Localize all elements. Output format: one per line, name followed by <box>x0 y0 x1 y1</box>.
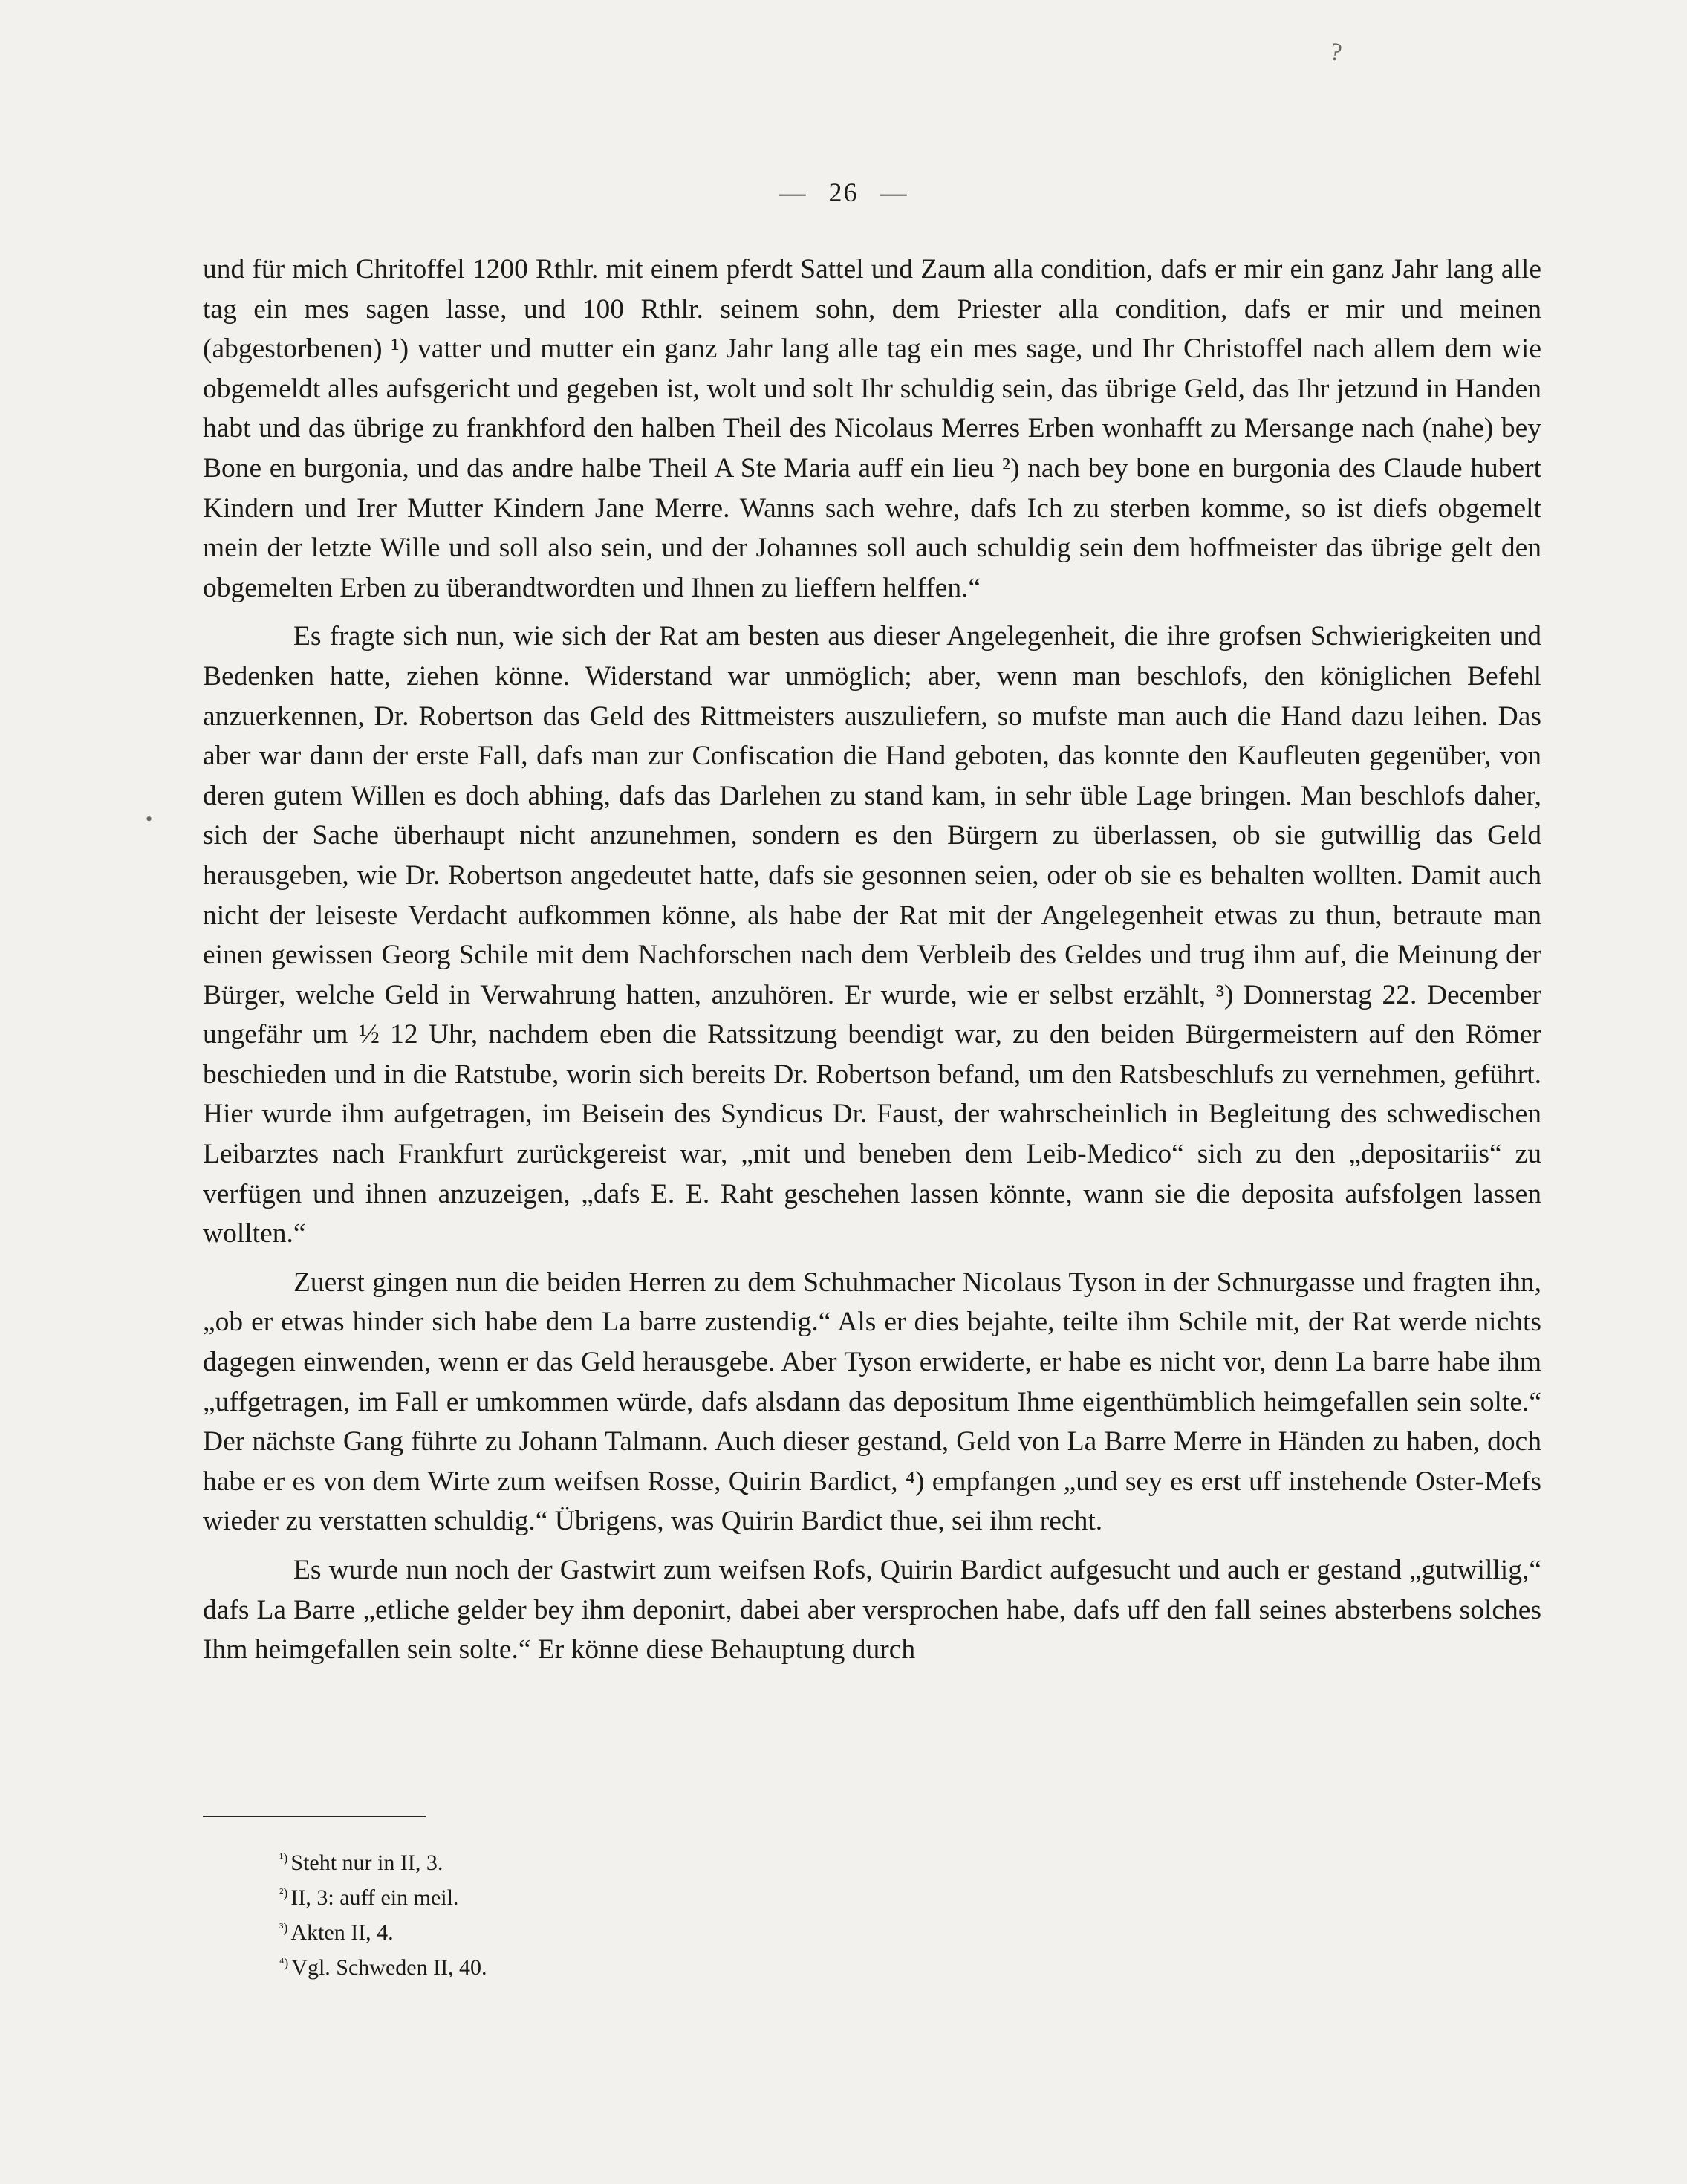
footnote-mark: ¹) <box>279 1850 288 1865</box>
footnote-2 <box>279 1878 487 1913</box>
footnote-1 <box>279 1843 487 1878</box>
footnote-text: Vgl. Schweden II, 40. <box>291 1955 487 1980</box>
paragraph-2: Es fragte sich nun, wie sich der Rat am besten aus dieser Angelegenheit, die ihre grofsen Schwierigkeiten und Bedenken hatte, ziehen könne. Widerstand war unmöglich; aber, wenn man beschlofs, den königlichen Befehl anzuerkennen, Dr. Robertson das Geld des Rittmeisters auszuliefern, so mufste man auch die Hand dazu leihen. Das aber war dann der erste Fall, dafs man zur Confiscation die Hand geboten, das konnte den Kaufleuten gegenüber, von deren gutem Willen es doch abhing, dafs das Darlehen zu stand kam, in sehr üble Lage bringen. Man beschlofs daher, sich der Sache überhaupt nicht anzunehmen, sondern es den Bürgern zu überlassen, ob sie gutwillig das Geld herausgeben, wie Dr. Robertson angedeutet hatte, dafs sie gesonnen seien, oder ob sie es behalten wollten. Damit auch nicht der leiseste Verdacht aufkommen könne, als habe der Rat mit der Angelegenheit etwas zu thun, betraute man einen gewissen Georg Schile mit dem Nachforschen nach dem Verbleib des Geldes und trug ihm auf, die Meinung der Bürger, welche Geld in Verwahrung hatten, anzuhören. Er wurde, wie er selbst erzählt, ³) Donnerstag 22. December ungefähr um ½ 12 Uhr, nachdem eben die Ratssitzung beendigt war, zu den beiden Bürgermeistern auf den Römer beschieden und in die Ratstube, worin sich bereits Dr. Robertson befand, um den Ratsbeschlufs zu vernehmen, geführt. Hier wurde ihm aufgetragen, im Beisein des Syndicus Dr. Faust, der wahrscheinlich in Begleitung des schwedischen Leibarztes nach Frankfurt zurückgereist war, „mit und beneben dem Leib-Medico“ sich zu den „depositariis“ zu verfügen und ihnen anzuzeigen, „dafs E. E. Raht geschehen lassen könnte, wann sie die deposita aufsfolgen lassen wollten.“ <box>203 621 1541 1249</box>
header-dash-right: — <box>880 178 908 207</box>
page-number: 26 <box>828 178 859 207</box>
page-header <box>0 177 1687 208</box>
margin-bullet-mark: • <box>146 808 153 830</box>
footnote-mark: ²) <box>279 1885 288 1900</box>
footnote-text: Steht nur in II, 3. <box>290 1850 443 1875</box>
footnote-mark: ⁴) <box>279 1955 289 1970</box>
paragraph-3: Zuerst gingen nun die beiden Herren zu dem Schuhmacher Nicolaus Tyson in der Schnurgasse und fragten ihn, „ob er etwas hinder sich habe dem La barre zustendig.“ Als er dies bejahte, teilte ihm Schile mit, der Rat werde nichts dagegen einwenden, wenn er das Geld herausgebe. Aber Tyson erwiderte, er habe es nicht vor, denn La barre habe ihm „uffgetragen, im Fall er umkommen würde, dafs alsdann das depositum Ihme eigenthümblich heimgefallen sein solte.“ Der nächste Gang führte zu Johann Talmann. Auch dieser gestand, Geld von La Barre Merre in Händen zu haben, doch habe er es von dem Wirte zum weifsen Rosse, Quirin Bardict, ⁴) empfangen „und sey es erst uff instehende Oster-Mefs wieder zu verstatten schuldig.“ Übrigens, was Quirin Bardict thue, sei ihm recht. <box>203 1267 1541 1537</box>
footnote-mark: ³) <box>279 1920 288 1935</box>
margin-pencil-mark: ? <box>1328 38 1344 67</box>
footnote-4 <box>279 1948 487 1983</box>
paragraph-4: Es wurde nun noch der Gastwirt zum weifsen Rofs, Quirin Bardict aufgesucht und auch er gestand „gutwillig,“ dafs La Barre „etliche gelder bey ihm deponirt, dabei aber versprochen habe, dafs uff den fall seines absterbens solches Ihm heimgefallen sein solte.“ Er könne diese Behauptung durch <box>203 1555 1541 1665</box>
footnote-divider <box>203 1816 426 1817</box>
footnotes <box>279 1843 487 1983</box>
paragraph-1: und für mich Chritoffel 1200 Rthlr. mit einem pferdt Sattel und Zaum alla condition, dafs er mir ein ganz Jahr lang alle tag ein mes sagen lasse, und 100 Rthlr. seinem sohn, dem Priester alla condition, dafs er mir und meinen (abgestorbenen) ¹) vatter und mutter ein ganz Jahr lang alle tag ein mes sage, und Ihr Christoffel nach allem dem wie obgemeldt alles aufsgericht und gegeben ist, wolt und solt Ihr schuldig sein, das übrige Geld, das Ihr jetzund in Handen habt und das übrige zu frankhford den halben Theil des Nicolaus Merres Erben wonhafft zu Mersange nach (nahe) bey Bone en burgonia, und das andre halbe Theil A Ste Maria auff ein lieu ²) nach bey bone en burgonia des Claude hubert Kindern und Irer Mutter Kindern Jane Merre. Wanns sach wehre, dafs Ich zu sterben komme, so ist diefs obgemelt mein der letzte Wille und soll also sein, und der Johannes soll auch schuldig sein dem hoffmeister das übrige gelt den obgemelten Erben zu überandtwordten und Ihnen zu lieffern helffen.“ <box>203 254 1541 603</box>
header-dash-left: — <box>779 178 807 207</box>
footnote-3 <box>279 1913 487 1948</box>
body-text <box>203 250 1541 1670</box>
footnote-text: II, 3: auff ein meil. <box>290 1885 459 1910</box>
footnote-text: Akten II, 4. <box>290 1920 394 1945</box>
